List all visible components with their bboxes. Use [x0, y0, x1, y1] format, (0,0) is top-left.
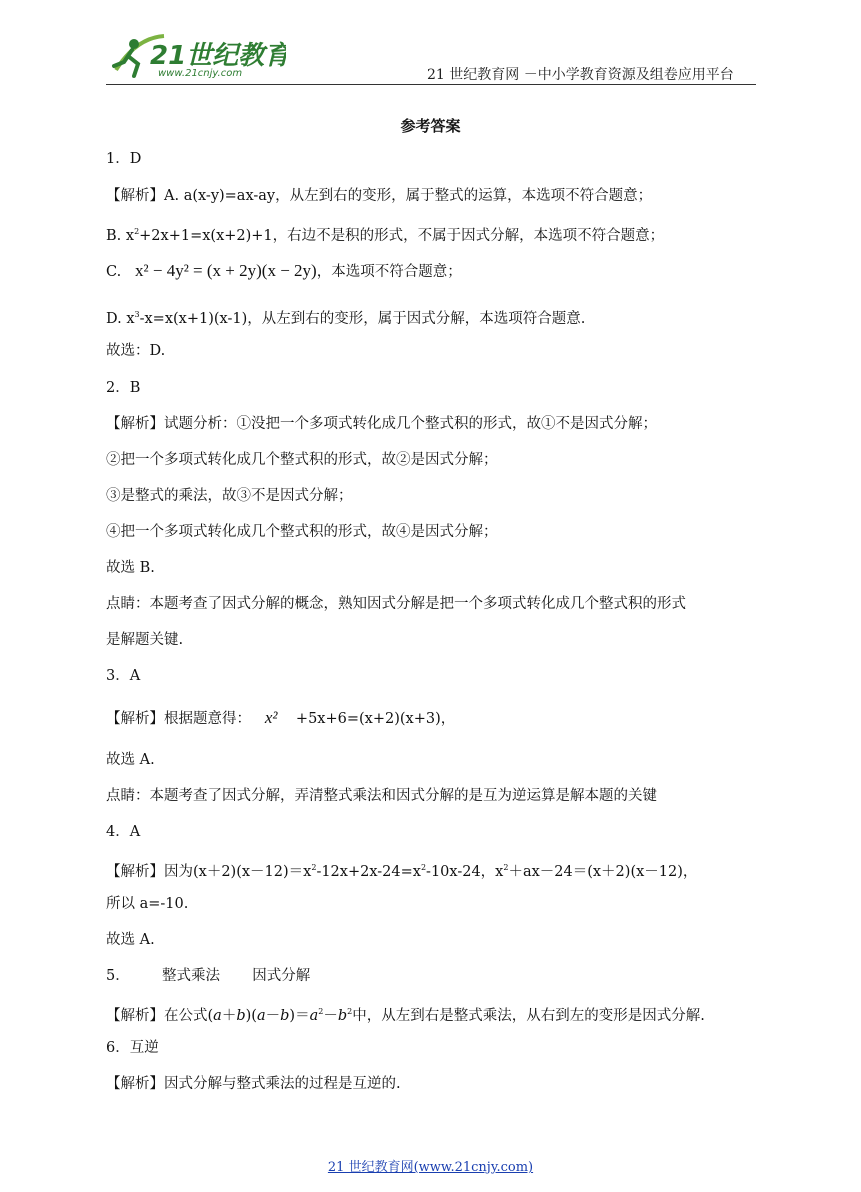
q3-choice: 故选 A. [106, 752, 155, 768]
q1-formula-c: x² − 4y² = (x + 2y)(x − 2y) [135, 261, 317, 280]
answer-5: 5． 整式乘法 因式分解 [106, 968, 311, 984]
q2-comment-a: 点睛：本题考查了因式分解的概念，熟知因式分解是把一个多项式转化成几个整式积的形式 [106, 596, 686, 612]
header-site-text: 21 世纪教育网 －中小学教育资源及组卷应用平台 [427, 67, 734, 83]
svg-text:www.21cnjy.com: www.21cnjy.com [158, 68, 243, 79]
q1-analysis-c: C. x² − 4y² = (x + 2y)(x − 2y)，本选项不符合题意； [106, 261, 462, 280]
q4-choice: 故选 A. [106, 932, 155, 948]
q1-choice: 故选：D. [106, 343, 166, 359]
answer-2: 2．B [106, 380, 141, 396]
page-title: 参考答案 [400, 117, 461, 135]
q2-analysis-d: ④把一个多项式转化成几个整式积的形式，故④是因式分解； [106, 524, 498, 540]
q5-analysis: 【解析】在公式$(a+b)(a-b)=a^2-b^2$中，从左到右是整式乘法，从右到左的变形是因式分解. [106, 1007, 705, 1024]
q2-analysis-a: 【解析】试题分析：①没把一个多项式转化成几个整式积的形式，故①不是因式分解； [106, 416, 657, 432]
q3-analysis: 【解析】根据题意得： x² +5x+6=(x+2)(x+3)， [106, 708, 456, 727]
runner-logo-icon [106, 30, 286, 82]
q4-analysis: 【解析】因为$(x+2)(x-12)=x^2-12x+2x-24=x^2-10x-24$，$x^2+ax-24=(x+2)(x-12)$， [106, 863, 698, 880]
site-logo [106, 30, 286, 82]
answer-4: 4．A [106, 824, 141, 840]
svg-text:21世纪教育: 21世纪教育 [150, 41, 286, 71]
q1-analysis-b: B. $x^2+2x+1=x(x+2)+1$，右边不是积的形式，不属于因式分解，本选项不符合题意； [106, 227, 665, 244]
q1-analysis-d: D. $x^3-x=x(x+1)(x-1)$，从左到右的变形，属于因式分解，本选项符合题意. [106, 310, 586, 327]
q2-choice: 故选 B. [106, 560, 155, 576]
q2-comment-b: 是解题关键. [106, 632, 184, 648]
q1-analysis-a: 【解析】A. a(x-y)=ax-ay，从左到右的变形，属于整式的运算，本选项不符合题意； [106, 188, 653, 204]
q2-analysis-b: ②把一个多项式转化成几个整式积的形式，故②是因式分解； [106, 452, 498, 468]
q6-analysis: 【解析】因式分解与整式乘法的过程是互逆的. [106, 1076, 401, 1092]
header-divider [106, 84, 756, 85]
answer-6: 6．互逆 [106, 1040, 159, 1056]
answer-3: 3．A [106, 668, 141, 684]
answer-1: 1．D [106, 151, 142, 167]
q2-analysis-c: ③是整式的乘法，故③不是因式分解； [106, 488, 353, 504]
footer-link[interactable]: 21 世纪教育网(www.21cnjy.com) [327, 1160, 534, 1175]
q3-comment: 点睛：本题考查了因式分解，弄清整式乘法和因式分解的是互为逆运算是解本题的关键 [106, 788, 657, 804]
q4-result: 所以 a=-10. [106, 896, 189, 912]
